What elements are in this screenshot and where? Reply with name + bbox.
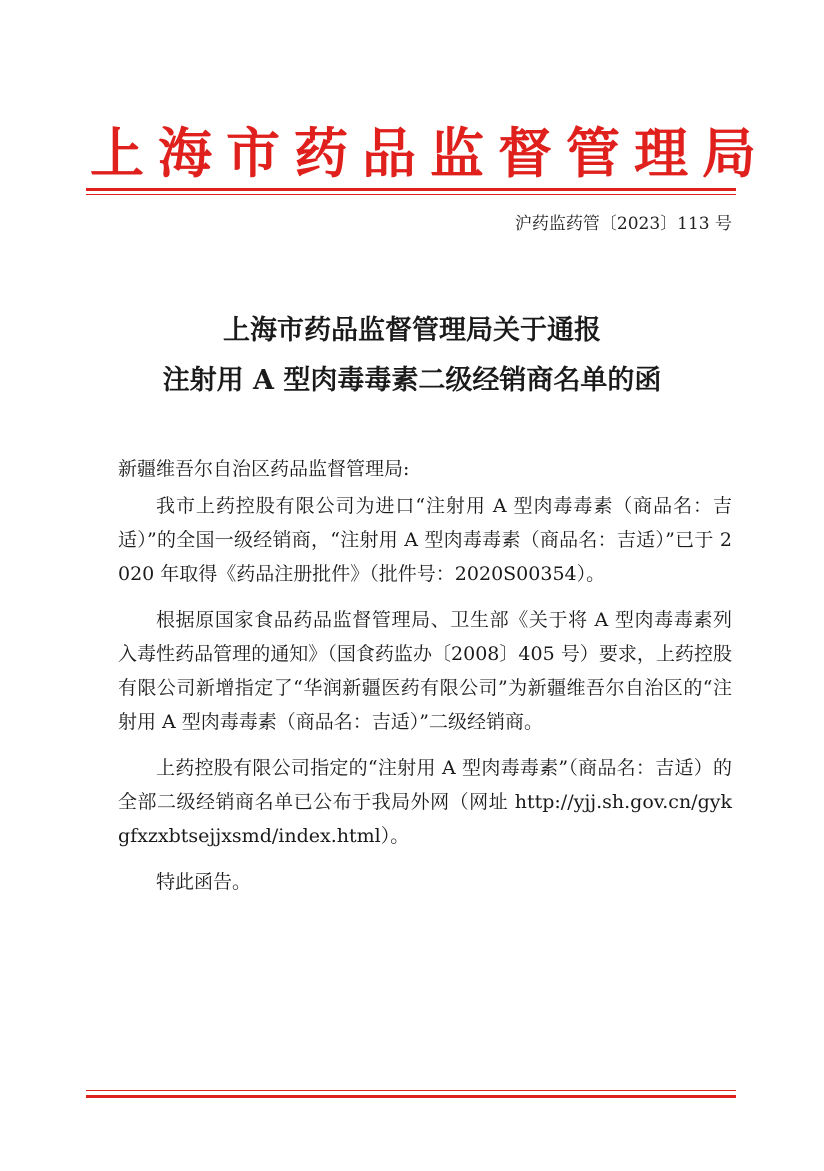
footer-divider-thick xyxy=(86,1095,736,1098)
paragraph-2: 根据原国家食品药品监督管理局、卫生部《关于将 A 型肉毒毒素列入毒性药品管理的通知》（国食药监办〔2008〕405 号）要求，上药控股有限公司新增指定了“华润新疆医药有限公司”为新疆维吾尔自治区的“注射用 A 型肉毒毒素（商品名：吉适）”二级经销商。 xyxy=(118,609,732,733)
body-content xyxy=(118,489,732,899)
document-number: 沪药监药管〔2023〕113 号 xyxy=(514,214,732,234)
masthead-divider-thick xyxy=(86,188,736,191)
paragraph-3: 上药控股有限公司指定的“注射用 A 型肉毒毒素”（商品名：吉适）的全部二级经销商名单已公布于我局外网（网址 http://yjj.sh.gov.cn/gykgfxzxbtsejjxsmd/index.html）。 xyxy=(118,757,732,847)
paragraph-1: 我市上药控股有限公司为进口“注射用 A 型肉毒毒素（商品名：吉适）”的全国一级经销商，“注射用 A 型肉毒毒素（商品名：吉适）”已于 2020 年取得《药品注册批件》（批件号：2020S00354）。 xyxy=(118,495,732,585)
agency-masthead: 上海市药品监督管理局 xyxy=(90,121,770,185)
document-title-line2: 注射用 A 型肉毒毒素二级经销商名单的函 xyxy=(162,365,662,396)
document-title-line1: 上海市药品监督管理局关于通报 xyxy=(223,315,601,346)
masthead-divider-thin xyxy=(86,194,736,195)
footer-divider-thin xyxy=(86,1090,736,1091)
paragraph-4: 特此函告。 xyxy=(156,871,252,893)
salutation: 新疆维吾尔自治区药品监督管理局: xyxy=(118,458,410,480)
